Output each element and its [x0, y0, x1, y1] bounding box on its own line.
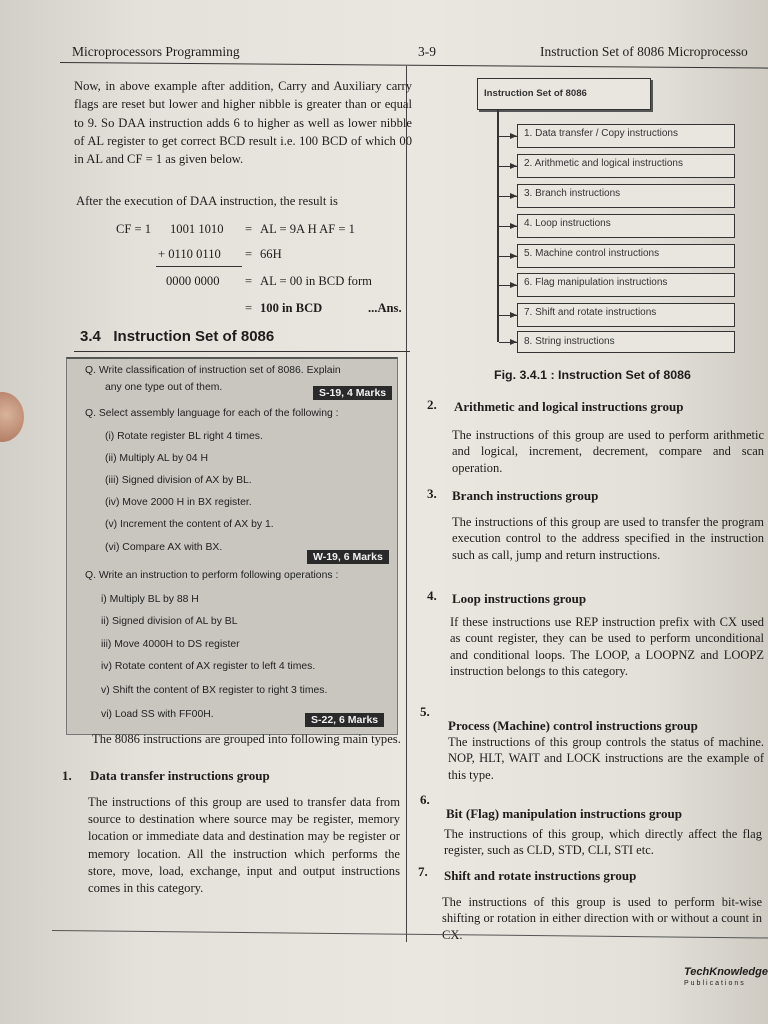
- section-number: 3.4: [80, 328, 101, 345]
- arrow-icon: [510, 282, 517, 288]
- calc-eq: =: [245, 301, 253, 315]
- group-3-title: Branch instructions group: [452, 488, 599, 503]
- calc-cf: CF = 1: [116, 222, 152, 236]
- group-6-title: Bit (Flag) manipulation instructions group: [446, 806, 682, 821]
- question-2: Q. Select assembly language for each of the following :: [85, 408, 339, 419]
- question-3-item: iii) Move 4000H to DS register: [101, 639, 240, 650]
- arrow-icon: [510, 133, 517, 139]
- question-2-item: (v) Increment the content of AX by 1.: [105, 519, 274, 530]
- group-4-title: Loop instructions group: [452, 591, 587, 606]
- group-1-title: Data transfer instructions group: [90, 768, 270, 783]
- question-3-item: vi) Load SS with FF00H.: [101, 709, 214, 720]
- daa-paragraph: Now, in above example after addition, Carry and Auxiliary carry flags are reset but lower and higher nibble is greater than or equal to 9. So DAA instruction adds 6 to higher as well as lower nibble of AL register to get correct BCD result i.e. 100 BCD of which 00 in AL and CF = 1 as given below.: [74, 79, 412, 167]
- question-3-item: ii) Signed division of AL by BL: [101, 616, 238, 627]
- diagram-item: 1. Data transfer / Copy instructions: [517, 124, 735, 148]
- exam-questions-box: [66, 357, 398, 735]
- question-3: Q. Write an instruction to perform following operations :: [85, 570, 339, 581]
- diagram-item: 4. Loop instructions: [517, 214, 735, 238]
- question-3-item: iv) Rotate content of AX register to left 4 times.: [101, 661, 316, 672]
- question-2-item: (ii) Multiply AL by 04 H: [105, 453, 208, 464]
- group-5-number: 5.: [420, 704, 430, 719]
- running-header-title: Microprocessors Programming: [72, 44, 240, 59]
- calc-result-1: AL = 9A H AF = 1: [260, 222, 355, 236]
- calc-eq: =: [245, 274, 253, 288]
- diagram-item: 7. Shift and rotate instructions: [517, 303, 735, 327]
- arrow-icon: [510, 163, 517, 169]
- question-2-item: (i) Rotate register BL right 4 times.: [105, 431, 263, 442]
- page-number: 3-9: [418, 44, 436, 59]
- publisher-logo: TechKnowledge: [684, 966, 768, 978]
- ans-label: ...Ans.: [368, 301, 402, 315]
- group-7-number: 7.: [418, 864, 428, 879]
- section-title: Instruction Set of 8086: [113, 328, 275, 345]
- question-3-item: i) Multiply BL by 88 H: [101, 594, 199, 605]
- arrow-icon: [510, 312, 517, 318]
- calc-result-3: AL = 00 in BCD form: [260, 274, 372, 288]
- group-3-text: The instructions of this group are used to transfer the program execution control to the address specified in the instruction such as call, jump and return instructions.: [452, 515, 764, 562]
- diagram-item: 3. Branch instructions: [517, 184, 735, 208]
- figure-caption: Fig. 3.4.1 : Instruction Set of 8086: [494, 368, 691, 382]
- question-2-item: (iii) Signed division of AX by BL.: [105, 475, 252, 486]
- section-rule: [74, 351, 410, 352]
- arrow-icon: [510, 339, 517, 345]
- question-3-item: v) Shift the content of BX register to right 3 times.: [101, 685, 328, 696]
- arrow-icon: [510, 193, 517, 199]
- group-2-text: The instructions of this group are used to perform arithmetic and logical, increment, decrement, compare and scan operation.: [452, 428, 764, 475]
- calc-operand-2: + 0110 0110: [158, 247, 221, 261]
- running-header-chapter: Instruction Set of 8086 Microprocesso: [540, 44, 748, 59]
- calc-final: 100 in BCD: [260, 301, 323, 315]
- calc-eq: =: [245, 247, 253, 261]
- diagram-root-box: Instruction Set of 8086: [477, 78, 651, 110]
- question-1-line-1: Q. Write classification of instruction set of 8086. Explain: [85, 365, 341, 376]
- arrow-icon: [510, 223, 517, 229]
- group-5-text: The instructions of this group controls the status of machine. NOP, HLT, WAIT and LOCK instructions are the example of this type.: [448, 735, 764, 782]
- daa-result-intro: After the execution of DAA instruction, the result is: [76, 194, 338, 208]
- question-1-line-2: any one type out of them.: [105, 382, 223, 393]
- group-7-text: The instructions of this group is used to perform bit-wise shifting or rotation in either direction with or without a count in: [442, 895, 762, 926]
- marks-badge: S-19, 4 Marks: [313, 386, 392, 400]
- group-4-text: If these instructions use REP instruction prefix with CX used as count register, they can be used to perform unconditional and conditional loops. The LOOP, a LOOPNZ and LOOPZ instruction belongs to this category.: [450, 615, 764, 679]
- sum-rule: [156, 266, 242, 267]
- group-1-text: The instructions of this group are used to transfer data from source to destination where source may be register, memory location or immediate data and destination may be register or memory location. All the instruction which performs the store, move, load, exchange, input and output instructions comes in this category.: [88, 795, 400, 896]
- section-heading: [80, 328, 274, 345]
- marks-badge: S-22, 6 Marks: [305, 713, 384, 727]
- calc-operand-1: 1001 1010: [170, 222, 224, 236]
- calc-eq: =: [245, 222, 253, 236]
- diagram-item: 2. Arithmetic and logical instructions: [517, 154, 735, 178]
- arrow-icon: [510, 253, 517, 259]
- group-5-title: Process (Machine) control instructions group: [448, 718, 698, 733]
- header-rule: [60, 62, 768, 69]
- marks-badge: W-19, 6 Marks: [307, 550, 389, 564]
- diagram-item: 8. String instructions: [517, 331, 735, 353]
- group-3-number: 3.: [427, 486, 437, 501]
- diagram-item: 5. Machine control instructions: [517, 244, 735, 268]
- group-6-number: 6.: [420, 792, 430, 807]
- thumb: [0, 392, 24, 442]
- question-2-item: (vi) Compare AX with BX.: [105, 542, 223, 553]
- question-2-item: (iv) Move 2000 H in BX register.: [105, 497, 252, 508]
- group-1-number: 1.: [62, 768, 72, 783]
- group-4-number: 4.: [427, 588, 437, 603]
- group-2-number: 2.: [427, 397, 437, 412]
- publisher-logo-subtitle: Publications: [684, 980, 746, 987]
- group-6-text: The instructions of this group, which directly affect the flag register, such as CLD, STD, CLI, STI etc.: [444, 827, 762, 858]
- calc-result-2: 66H: [260, 247, 282, 261]
- group-2-title: Arithmetic and logical instructions group: [454, 399, 684, 414]
- groups-intro: The 8086 instructions are grouped into following main types.: [92, 732, 401, 746]
- group-7-title: Shift and rotate instructions group: [444, 868, 637, 883]
- calc-sum: 0000 0000: [166, 274, 220, 288]
- diagram-item: 6. Flag manipulation instructions: [517, 273, 735, 297]
